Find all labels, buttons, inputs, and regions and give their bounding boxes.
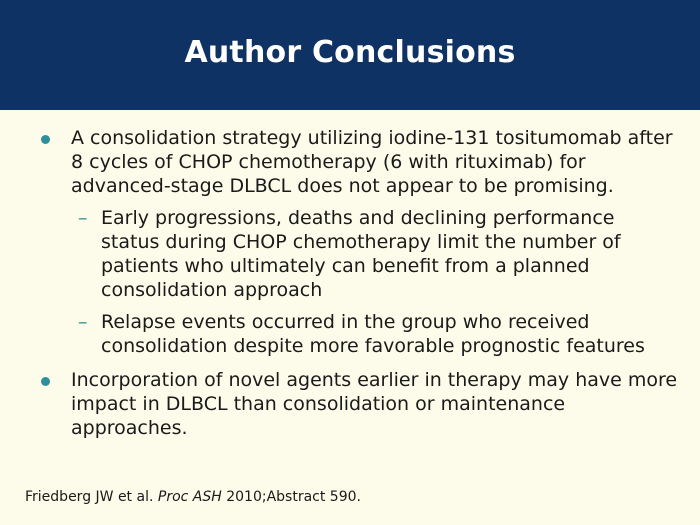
sub-bullet-item (0, 310, 700, 358)
dash-icon: – (78, 311, 88, 333)
sub-bullet-text: Relapse events occurred in the group who received consolidation despite more favorable prognostic features (101, 311, 645, 357)
citation-authors: Friedberg JW et al. (25, 489, 154, 505)
slide-title: Author Conclusions (184, 34, 516, 70)
bullet-text: Incorporation of novel agents earlier in therapy may have more impact in DLBCL than consolidation or maintenance approaches. (71, 369, 678, 439)
bullet-dot-icon (41, 135, 50, 144)
citation-details: 2010;Abstract 590. (226, 489, 361, 505)
slide-body (0, 126, 700, 440)
sub-bullet-item (0, 206, 700, 302)
dash-icon: – (78, 207, 88, 229)
sub-bullet-text: Early progressions, deaths and declining performance status during CHOP chemotherapy limit the number of patients who ultimately can benefit from a planned consolidation approach (101, 207, 621, 301)
citation-journal: Proc ASH (157, 489, 222, 505)
bullet-dot-icon (41, 377, 50, 386)
title-bar (0, 0, 700, 110)
bullet-item (0, 368, 700, 440)
citation (25, 489, 361, 505)
bullet-item (0, 126, 700, 198)
bullet-text: A consolidation strategy utilizing iodine-131 tositumomab after 8 cycles of CHOP chemotherapy (6 with rituximab) for advanced-stage DLBCL does not appear to be promising. (71, 127, 673, 197)
